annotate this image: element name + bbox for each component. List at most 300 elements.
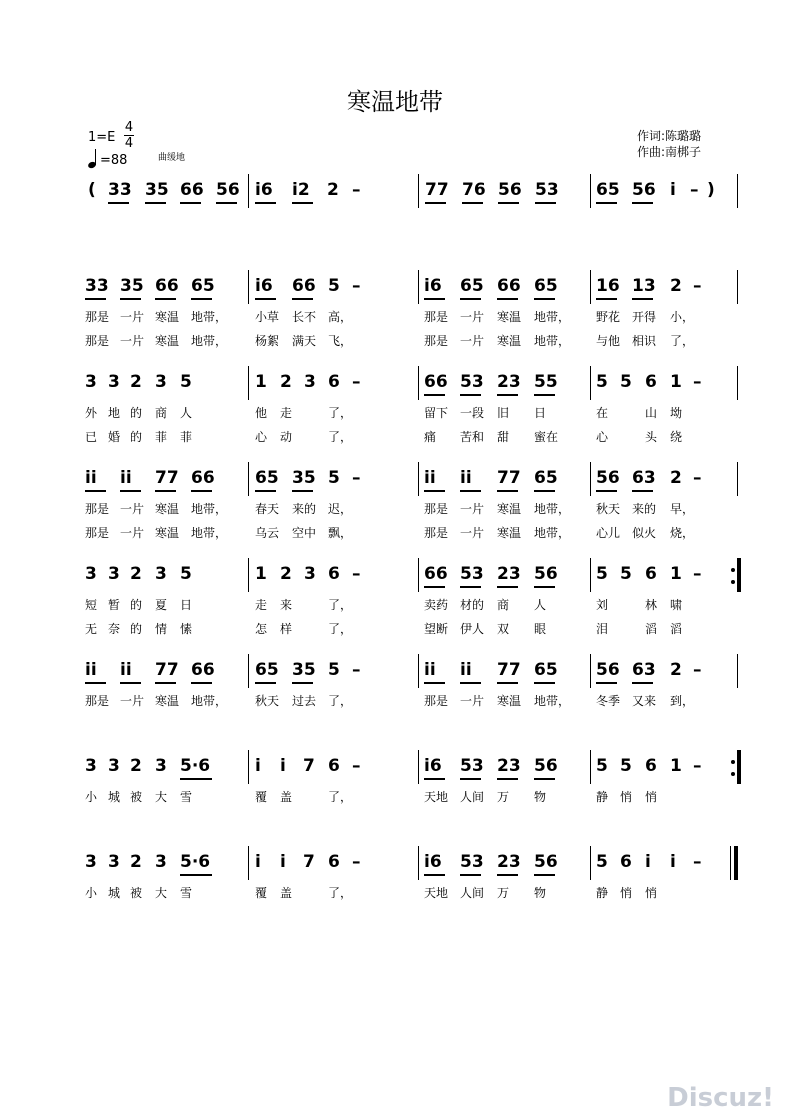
lyric-syllable: 那是 <box>85 310 110 324</box>
lyric-syllable: 了， <box>328 886 353 900</box>
note: 5 <box>328 276 340 296</box>
lyric-syllable: 寒温 <box>155 526 180 540</box>
note: 63 <box>632 468 656 488</box>
note: 3 <box>85 564 97 584</box>
repeat-bar-line <box>738 558 741 592</box>
note: 7 <box>303 852 315 872</box>
note: – <box>693 372 702 392</box>
lyric-syllable: 到， <box>670 694 695 708</box>
bar-line <box>590 174 591 208</box>
lyric-syllable: 了， <box>328 598 353 612</box>
note: 76 <box>462 180 486 200</box>
note: 23 <box>497 564 521 584</box>
lyric-syllable: 山 <box>645 406 658 420</box>
lyric-syllable: 那是 <box>424 526 449 540</box>
bar-line <box>590 654 591 688</box>
note: 3 <box>108 372 120 392</box>
note: 6 <box>620 852 632 872</box>
note: – <box>352 756 361 776</box>
lyric-syllable: 痛 <box>424 430 437 444</box>
lyric-syllable: 秋天 <box>255 694 280 708</box>
lyric-syllable: 了， <box>328 622 353 636</box>
lyric-syllable: 雪 <box>180 886 193 900</box>
lyric-syllable: 苦和 <box>460 430 485 444</box>
lyric-syllable: 情 <box>155 622 168 636</box>
lyric-syllable: 走 <box>255 598 268 612</box>
lyric-syllable: 那是 <box>424 334 449 348</box>
lyric-syllable: 小， <box>670 310 695 324</box>
note: 3 <box>304 372 316 392</box>
note-underline <box>425 202 446 204</box>
note: 6 <box>328 852 340 872</box>
note-underline <box>497 874 518 876</box>
note: 5 <box>596 756 608 776</box>
lyric-syllable: 走 <box>280 406 293 420</box>
note: 2 <box>280 564 292 584</box>
note: 35 <box>292 468 316 488</box>
note: 65 <box>255 468 279 488</box>
note-underline <box>85 682 106 684</box>
note: 5 <box>620 564 632 584</box>
lyric-syllable: 短 <box>85 598 98 612</box>
note-underline <box>497 682 518 684</box>
lyric-syllable: 一片 <box>120 694 145 708</box>
note: 66 <box>424 372 448 392</box>
note: 1 <box>670 372 682 392</box>
lyric-syllable: 地带， <box>534 310 571 324</box>
lyric-syllable: 城 <box>108 886 121 900</box>
lyric-syllable: 头 <box>645 430 658 444</box>
note: – <box>352 276 361 296</box>
note: 3 <box>108 756 120 776</box>
note: 3 <box>304 564 316 584</box>
lyric-syllable: 悄 <box>645 790 658 804</box>
note: 2 <box>130 564 142 584</box>
lyric-syllable: 人间 <box>460 886 485 900</box>
note-underline <box>216 202 237 204</box>
note: – <box>352 660 361 680</box>
bar-line <box>248 174 249 208</box>
note: 3 <box>155 564 167 584</box>
note: 5 <box>328 468 340 488</box>
lyric-syllable: 那是 <box>85 502 110 516</box>
lyric-syllable: 滔 <box>670 622 683 636</box>
watermark: Discuz! <box>667 1083 774 1113</box>
lyric-syllable: 心 <box>255 430 268 444</box>
repeat-dot <box>731 568 735 572</box>
lyric-syllable: 菲 <box>180 430 193 444</box>
repeat-bar-line <box>738 750 741 784</box>
note-underline <box>155 682 176 684</box>
time-signature <box>122 120 136 151</box>
bar-line <box>737 270 738 304</box>
lyric-syllable: 早， <box>670 502 695 516</box>
note: i <box>670 180 676 200</box>
note: 3 <box>155 852 167 872</box>
lyric-syllable: 长不 <box>292 310 317 324</box>
note-underline <box>460 682 481 684</box>
quarter-note-icon <box>88 150 100 168</box>
note: i <box>255 756 261 776</box>
note: i2 <box>292 180 310 200</box>
note: 6 <box>645 756 657 776</box>
lyric-syllable: 小 <box>85 886 98 900</box>
lyric-syllable: 满天 <box>292 334 317 348</box>
note-underline <box>191 298 212 300</box>
lyric-syllable: 地带， <box>191 694 228 708</box>
note: 56 <box>534 564 558 584</box>
note: – <box>693 852 702 872</box>
note: 65 <box>534 660 558 680</box>
lyric-syllable: 高， <box>328 310 353 324</box>
note: 23 <box>497 756 521 776</box>
lyric-syllable: 天地 <box>424 790 449 804</box>
lyric-syllable: 一片 <box>460 502 485 516</box>
lyric-syllable: 杨絮 <box>255 334 280 348</box>
note-underline <box>155 298 176 300</box>
note-underline <box>155 490 176 492</box>
note-underline <box>108 202 129 204</box>
note-underline <box>534 682 555 684</box>
note-underline <box>255 298 276 300</box>
bar-line <box>248 270 249 304</box>
lyric-syllable: 样 <box>280 622 293 636</box>
note: 2 <box>327 180 339 200</box>
note-underline <box>632 202 653 204</box>
bar-line <box>248 846 249 880</box>
note: 5 <box>620 372 632 392</box>
bar-line <box>248 366 249 400</box>
lyric-syllable: 地带， <box>191 502 228 516</box>
note: 1 <box>255 564 267 584</box>
bar-line <box>590 366 591 400</box>
bar-line <box>418 846 419 880</box>
lyric-syllable: 地带， <box>191 526 228 540</box>
lyric-syllable: 双 <box>497 622 510 636</box>
note: i <box>280 852 286 872</box>
lyric-syllable: 秋天 <box>596 502 621 516</box>
note: 65 <box>596 180 620 200</box>
lyric-syllable: 伊人 <box>460 622 485 636</box>
lyric-syllable: 寒温 <box>155 334 180 348</box>
lyric-syllable: 地 <box>108 406 121 420</box>
lyric-syllable: 来的 <box>632 502 657 516</box>
note: 2 <box>130 372 142 392</box>
note-underline <box>255 490 276 492</box>
lyric-syllable: 烧， <box>670 526 695 540</box>
note: 63 <box>632 660 656 680</box>
lyric-syllable: 物 <box>534 886 547 900</box>
song-title: 寒温地带 <box>347 88 443 116</box>
note-underline <box>180 778 212 780</box>
lyric-syllable: 乌云 <box>255 526 280 540</box>
bar-line <box>248 750 249 784</box>
note-underline <box>424 298 445 300</box>
lyric-syllable: 悄 <box>620 790 633 804</box>
bar-line <box>737 462 738 496</box>
lyric-syllable: 万 <box>497 886 510 900</box>
note-underline <box>596 490 617 492</box>
lyric-syllable: 寒温 <box>497 310 522 324</box>
note-underline <box>120 490 141 492</box>
note: – <box>352 852 361 872</box>
bar-line <box>590 462 591 496</box>
lyric-syllable: 覆 <box>255 790 268 804</box>
style-mark: 曲缓地 <box>158 153 186 163</box>
repeat-dot <box>731 580 735 584</box>
note-underline <box>596 682 617 684</box>
lyric-syllable: 寒温 <box>497 502 522 516</box>
lyric-syllable: 人 <box>534 598 547 612</box>
lyric-syllable: 的 <box>130 598 143 612</box>
lyric-syllable: 暂 <box>108 598 121 612</box>
lyric-syllable: 那是 <box>424 694 449 708</box>
key-signature: 1=E <box>88 130 116 145</box>
note: 77 <box>155 660 179 680</box>
note: 77 <box>425 180 449 200</box>
lyric-syllable: 物 <box>534 790 547 804</box>
lyric-syllable: 一片 <box>460 526 485 540</box>
note-underline <box>460 490 481 492</box>
note-underline <box>255 202 276 204</box>
lyric-syllable: 来的 <box>292 502 317 516</box>
note: 2 <box>670 276 682 296</box>
lyric-syllable: 似火 <box>632 526 657 540</box>
note: 2 <box>670 468 682 488</box>
note: – <box>352 468 361 488</box>
lyric-syllable: 来 <box>280 598 293 612</box>
note: – <box>693 756 702 776</box>
lyric-syllable: 了， <box>328 406 353 420</box>
note: – <box>690 180 699 200</box>
note-underline <box>180 202 201 204</box>
note-underline <box>460 874 481 876</box>
note-underline <box>460 586 481 588</box>
lyric-syllable: 眼 <box>534 622 547 636</box>
note-underline <box>497 298 518 300</box>
lyric-syllable: 一片 <box>120 502 145 516</box>
note-underline <box>462 202 483 204</box>
lyric-syllable: 商 <box>497 598 510 612</box>
note: 5·6 <box>180 756 211 776</box>
note: 33 <box>108 180 132 200</box>
lyric-syllable: 空中 <box>292 526 317 540</box>
note: 13 <box>632 276 656 296</box>
note-underline <box>497 490 518 492</box>
lyric-syllable: 一片 <box>460 310 485 324</box>
lyric-syllable: 大 <box>155 790 168 804</box>
credits <box>637 128 701 160</box>
lyric-syllable: 留下 <box>424 406 449 420</box>
lyric-syllable: 地带， <box>534 526 571 540</box>
lyric-syllable: 迟， <box>328 502 353 516</box>
note-underline <box>460 778 481 780</box>
note-underline <box>424 586 445 588</box>
note: 56 <box>534 756 558 776</box>
note: ) <box>707 180 715 200</box>
note: 33 <box>85 276 109 296</box>
note: 53 <box>460 564 484 584</box>
note: 5·6 <box>180 852 211 872</box>
note-underline <box>534 298 555 300</box>
note-underline <box>120 682 141 684</box>
note: i6 <box>255 276 273 296</box>
time-signature-bottom: 4 <box>124 136 134 151</box>
bar-line <box>737 366 738 400</box>
note: 3 <box>155 372 167 392</box>
lyricist-credit: 作词:陈璐璐 <box>637 129 702 143</box>
note: 35 <box>120 276 144 296</box>
note-underline <box>534 586 555 588</box>
lyric-syllable: 旧 <box>497 406 510 420</box>
bar-line <box>418 750 419 784</box>
tempo-value: =88 <box>100 153 128 168</box>
note: i6 <box>424 852 442 872</box>
note-underline <box>255 682 276 684</box>
note: 53 <box>460 372 484 392</box>
lyric-syllable: 泪 <box>596 622 609 636</box>
lyric-syllable: 心儿 <box>596 526 621 540</box>
note-underline <box>596 202 617 204</box>
lyric-syllable: 过去 <box>292 694 317 708</box>
lyric-syllable: 春天 <box>255 502 280 516</box>
note-underline <box>498 202 519 204</box>
lyric-syllable: 在 <box>596 406 609 420</box>
note-underline <box>424 778 445 780</box>
note-underline <box>120 298 141 300</box>
note: – <box>352 564 361 584</box>
lyric-syllable: 那是 <box>85 334 110 348</box>
note: 65 <box>191 276 215 296</box>
note: i <box>670 852 676 872</box>
note-underline <box>292 202 313 204</box>
note-underline <box>424 682 445 684</box>
lyric-syllable: 人 <box>180 406 193 420</box>
note: 77 <box>155 468 179 488</box>
note: 23 <box>497 852 521 872</box>
note-underline <box>497 586 518 588</box>
lyric-syllable: 寒温 <box>497 694 522 708</box>
note: 65 <box>534 276 558 296</box>
note: ii <box>424 660 436 680</box>
tempo-marking <box>88 150 127 168</box>
lyric-syllable: 的 <box>130 430 143 444</box>
lyric-syllable: 悄 <box>645 886 658 900</box>
bar-line <box>737 174 738 208</box>
note: 53 <box>460 756 484 776</box>
lyric-syllable: 愫 <box>180 622 193 636</box>
note: ii <box>120 660 132 680</box>
lyric-syllable: 商 <box>155 406 168 420</box>
lyric-syllable: 雪 <box>180 790 193 804</box>
lyric-syllable: 啸 <box>670 598 683 612</box>
note-underline <box>632 298 653 300</box>
note-underline <box>534 778 555 780</box>
lyric-syllable: 一片 <box>460 694 485 708</box>
note: 3 <box>85 756 97 776</box>
lyric-syllable: 奈 <box>108 622 121 636</box>
repeat-dot <box>731 772 735 776</box>
note: 66 <box>497 276 521 296</box>
note: 65 <box>460 276 484 296</box>
lyric-syllable: 望断 <box>424 622 449 636</box>
note: 5 <box>596 372 608 392</box>
lyric-syllable: 寒温 <box>497 526 522 540</box>
note-underline <box>145 202 166 204</box>
lyric-syllable: 地带， <box>191 334 228 348</box>
note-underline <box>632 682 653 684</box>
lyric-syllable: 地带， <box>534 502 571 516</box>
note: 1 <box>670 564 682 584</box>
bar-line <box>418 654 419 688</box>
lyric-syllable: 甜 <box>497 430 510 444</box>
lyric-syllable: 被 <box>130 886 143 900</box>
lyric-syllable: 夏 <box>155 598 168 612</box>
lyric-syllable: 了， <box>328 430 353 444</box>
lyric-syllable: 悄 <box>620 886 633 900</box>
lyric-syllable: 绕 <box>670 430 683 444</box>
note: 5 <box>596 564 608 584</box>
note: 56 <box>534 852 558 872</box>
note: i6 <box>255 180 273 200</box>
note: 56 <box>596 660 620 680</box>
lyric-syllable: 寒温 <box>155 310 180 324</box>
composer-credit: 作曲:南梆子 <box>637 145 702 159</box>
note: 5 <box>620 756 632 776</box>
lyric-syllable: 那是 <box>85 694 110 708</box>
note: 2 <box>130 756 142 776</box>
note: – <box>693 276 702 296</box>
note: 3 <box>85 852 97 872</box>
note: – <box>693 468 702 488</box>
lyric-syllable: 一片 <box>460 334 485 348</box>
note: ii <box>460 660 472 680</box>
note: 66 <box>424 564 448 584</box>
note: 3 <box>155 756 167 776</box>
note-underline <box>85 490 106 492</box>
lyric-syllable: 地带， <box>191 310 228 324</box>
note: 5 <box>180 564 192 584</box>
lyric-syllable: 飘， <box>328 526 353 540</box>
note: ii <box>424 468 436 488</box>
note: 6 <box>645 372 657 392</box>
bar-line <box>418 558 419 592</box>
bar-line <box>590 846 591 880</box>
note: 3 <box>85 372 97 392</box>
note-underline <box>292 490 313 492</box>
note: ii <box>85 468 97 488</box>
note: 66 <box>292 276 316 296</box>
lyric-syllable: 一段 <box>460 406 485 420</box>
lyric-syllable: 日 <box>180 598 193 612</box>
bar-line <box>737 846 738 880</box>
lyric-syllable: 冬季 <box>596 694 621 708</box>
lyric-syllable: 怎 <box>255 622 268 636</box>
note-underline <box>424 874 445 876</box>
note: 6 <box>328 372 340 392</box>
lyric-syllable: 寒温 <box>155 694 180 708</box>
note: 56 <box>498 180 522 200</box>
note: 3 <box>108 564 120 584</box>
note: i <box>255 852 261 872</box>
note: 56 <box>596 468 620 488</box>
lyric-syllable: 林 <box>645 598 658 612</box>
lyric-syllable: 一片 <box>120 526 145 540</box>
note-underline <box>85 298 106 300</box>
note: 66 <box>191 660 215 680</box>
note-underline <box>534 874 555 876</box>
note: 35 <box>145 180 169 200</box>
